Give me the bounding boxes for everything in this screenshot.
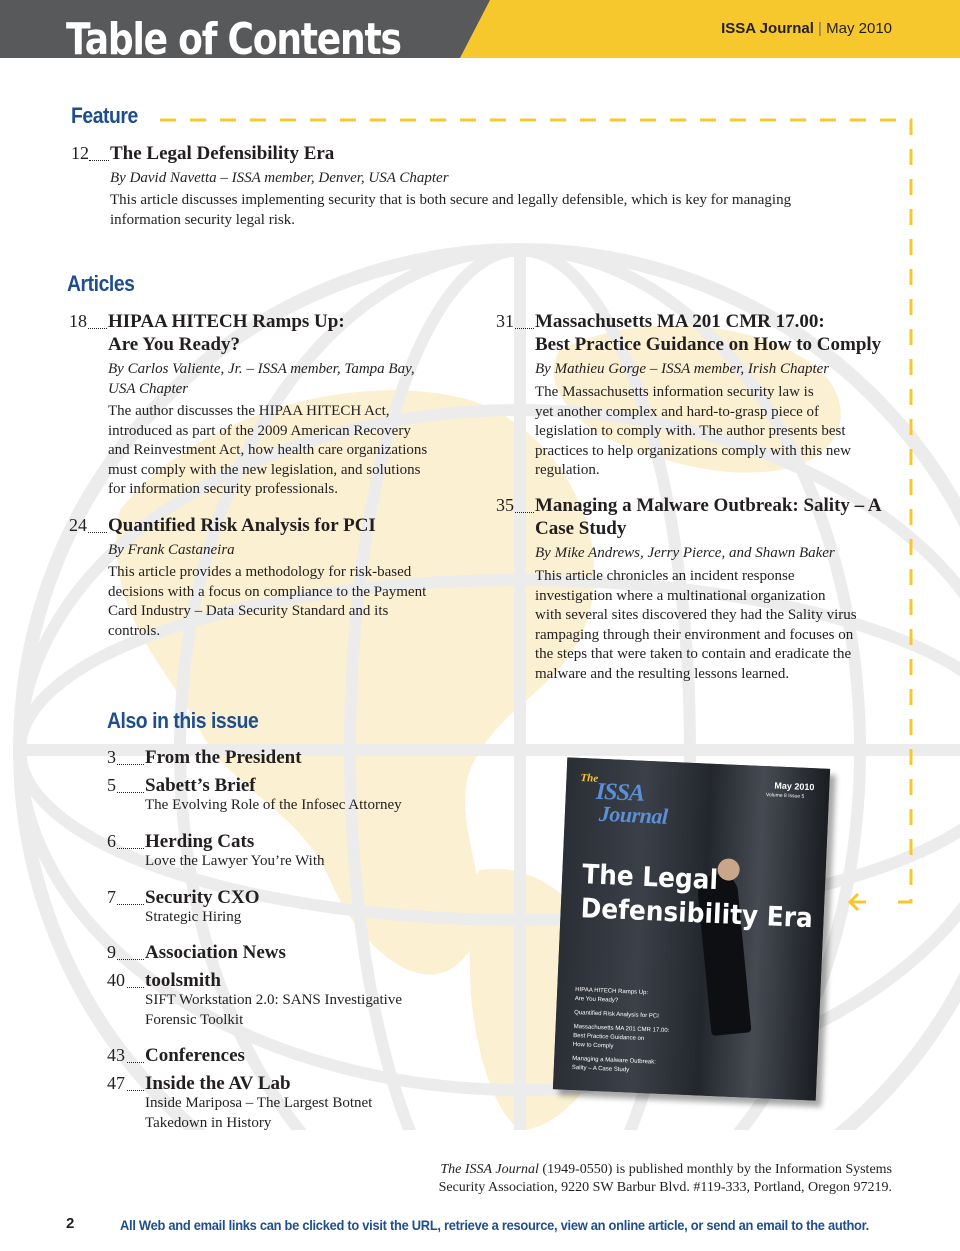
article-title[interactable]: [535, 310, 881, 356]
leader-dots: [117, 792, 144, 793]
leader-dots: [117, 959, 144, 960]
byline-line: USA Chapter: [108, 381, 189, 397]
title-line: Case Study: [535, 518, 627, 539]
desc-line: must comply with the new legislation, and solutions: [108, 461, 421, 478]
desc-line: This article chronicles an incident response: [535, 568, 795, 584]
page-title: Table of Contents: [66, 14, 401, 65]
article-description: [108, 402, 468, 500]
also-page: 40: [107, 970, 125, 990]
cover-volume: Volume 8 Issue 5: [765, 792, 805, 800]
byline-line: By Mathieu Gorge – ISSA member, Irish Chapter: [535, 361, 830, 377]
also-subtitle: [145, 991, 402, 1030]
also-title[interactable]: From the President: [145, 747, 302, 768]
cover-headline-line: Defensibility Era: [580, 893, 814, 935]
desc-line: controls.: [108, 622, 161, 639]
feature-byline: By David Navetta – ISSA member, Denver, USA Chapter: [110, 170, 449, 186]
cover-toc-line: Managing a Malware Outbreak:: [572, 1055, 656, 1066]
cover-logo-journal: Journal: [598, 800, 669, 829]
also-subtitle: [145, 1094, 372, 1133]
desc-line: for information security professionals.: [108, 481, 338, 497]
also-page: 7: [107, 887, 116, 907]
subtitle-line: Inside Mariposa – The Largest Botnet: [145, 1095, 373, 1111]
also-title[interactable]: Sabett’s Brief: [145, 775, 256, 796]
separator: |: [818, 20, 822, 37]
subtitle-line: Forensic Toolkit: [145, 1011, 244, 1028]
desc-line: The author discusses the HIPAA HITECH Act,: [108, 403, 390, 419]
desc-line: This article provides a methodology for risk-based: [108, 564, 412, 580]
article-page: 24: [69, 515, 87, 535]
also-title[interactable]: Association News: [145, 942, 286, 963]
feature-description: [110, 191, 870, 230]
note-text: (1949-0550) is published monthly by the Information Systems: [538, 1162, 892, 1177]
desc-line: malware and the resulting lessons learned.: [535, 665, 790, 682]
publication-note-line: Security Association, 9220 SW Barbur Blvd. #119-333, Portland, Oregon 97219.: [438, 1180, 892, 1195]
article-byline: [108, 359, 458, 399]
leader-dots: [127, 1062, 144, 1063]
articles-heading: Articles: [67, 271, 135, 296]
article-title[interactable]: [108, 310, 345, 356]
article-page: 31: [496, 311, 514, 331]
article-title[interactable]: [108, 514, 376, 537]
also-title[interactable]: Inside the AV Lab: [145, 1073, 291, 1094]
desc-line: This article discusses implementing security that is both secure and legally defensible, which is key for managing: [110, 192, 792, 208]
article-title[interactable]: [535, 494, 882, 540]
article-description: [535, 383, 895, 481]
feature-heading: Feature: [71, 103, 138, 128]
leader-dots: [127, 987, 144, 988]
issue-date: May 2010: [826, 20, 892, 37]
journal-name: ISSA Journal: [721, 20, 814, 37]
article-byline: [535, 359, 895, 379]
article-page: 18: [69, 311, 87, 331]
title-line: Quantified Risk Analysis for PCI: [108, 515, 376, 536]
cover-toc-line: How to Comply: [572, 1041, 614, 1050]
desc-line: regulation.: [535, 462, 600, 478]
cover-toc-line: Sality – A Case Study: [571, 1064, 630, 1074]
leader-dots: [88, 532, 107, 533]
desc-line: Card Industry – Data Security Standard and its: [108, 603, 389, 619]
leader-dots: [117, 764, 144, 765]
publication-note: [380, 1161, 892, 1197]
also-subtitle: Love the Lawyer You’re With: [145, 853, 325, 869]
also-title[interactable]: Conferences: [145, 1045, 245, 1066]
leader-dots: [515, 328, 534, 329]
also-page: 3: [107, 747, 116, 767]
desc-line: The Massachusetts information security law is: [535, 384, 814, 400]
also-subtitle: The Evolving Role of the Infosec Attorney: [145, 797, 402, 813]
leader-dots: [88, 328, 107, 329]
byline-line: By Frank Castaneira: [108, 542, 235, 558]
byline-line: By Carlos Valiente, Jr. – ISSA member, Tampa Bay,: [108, 361, 415, 377]
desc-line: investigation where a multinational organization: [535, 587, 826, 604]
subtitle-line: Takedown in History: [145, 1114, 272, 1131]
article-description: [108, 563, 468, 641]
also-heading: Also in this issue: [107, 708, 259, 733]
cover-date: May 2010: [774, 780, 815, 793]
cover-toc-line: HIPAA HITECH Ramps Up:: [575, 986, 649, 997]
cover-headline-line: The Legal: [581, 859, 719, 897]
cover-logo-the: The: [580, 772, 599, 785]
article-page: 35: [496, 495, 514, 515]
also-subtitle: Strategic Hiring: [145, 909, 242, 925]
byline-line: By Mike Andrews, Jerry Pierce, and Shawn Baker: [535, 545, 835, 561]
desc-line: rampaging through their environment and focuses on: [535, 626, 854, 643]
title-line: Managing a Malware Outbreak: Sality – A: [535, 495, 882, 516]
feature-title[interactable]: The Legal Defensibility Era: [110, 143, 335, 164]
publication-note-line: [380, 1161, 892, 1179]
also-title[interactable]: Security CXO: [145, 887, 260, 908]
article-description: [535, 567, 895, 684]
leader-dots: [515, 512, 534, 513]
leader-dots: [117, 904, 144, 905]
title-line: HIPAA HITECH Ramps Up:: [108, 311, 345, 332]
feature-page: 12: [71, 143, 89, 163]
leader-dots: [127, 1090, 144, 1091]
also-page: 47: [107, 1073, 125, 1093]
also-page: 5: [107, 775, 116, 795]
title-line: Best Practice Guidance on How to Comply: [535, 334, 882, 355]
also-page: 9: [107, 942, 116, 962]
desc-line: practices to help organizations comply with this new: [535, 442, 851, 459]
article-byline: [535, 543, 895, 563]
leader-dots: [89, 160, 109, 161]
cover-logo-name: ISSA: [595, 778, 645, 807]
cover-toc: [572, 986, 671, 1077]
cover-toc-line: Are You Ready?: [574, 995, 619, 1004]
links-note: All Web and email links can be clicked to visit the URL, retrieve a resource, view an online article, or send an email to the author.: [120, 1217, 869, 1233]
also-page: 43: [107, 1045, 125, 1065]
desc-line: information security legal risk.: [110, 211, 295, 228]
article-byline: [108, 540, 458, 560]
also-title[interactable]: Herding Cats: [145, 831, 255, 852]
title-line: Are You Ready?: [108, 334, 240, 355]
page-number: 2: [66, 1215, 75, 1232]
desc-line: and Reinvestment Act, how health care organizations: [108, 442, 428, 458]
also-page: 6: [107, 831, 116, 851]
magazine-cover-image[interactable]: [553, 757, 830, 1100]
subtitle-line: SIFT Workstation 2.0: SANS Investigative: [145, 992, 402, 1008]
cover-toc-line: Quantified Risk Analysis for PCI: [574, 1009, 659, 1020]
cover-toc-line: Massachusetts MA 201 CMR 17.00:: [573, 1023, 670, 1035]
desc-line: decisions with a focus on compliance to the Payment: [108, 583, 427, 600]
desc-line: introduced as part of the 2009 American Recovery: [108, 422, 411, 439]
also-title[interactable]: toolsmith: [145, 970, 221, 991]
title-line: Massachusetts MA 201 CMR 17.00:: [535, 311, 825, 332]
journal-name-italic: The ISSA Journal: [440, 1162, 539, 1177]
cover-toc-line: Best Practice Guidance on: [573, 1032, 645, 1043]
desc-line: yet another complex and hard-to-grasp piece of: [535, 403, 820, 420]
desc-line: legislation to comply with. The author presents best: [535, 423, 846, 439]
desc-line: with several sites discovered they had the Sality virus: [535, 607, 857, 623]
journal-issue-label: [721, 20, 892, 37]
desc-line: the steps that were taken to contain and eradicate the: [535, 646, 852, 662]
cover-headline: [580, 858, 815, 936]
leader-dots: [117, 848, 144, 849]
